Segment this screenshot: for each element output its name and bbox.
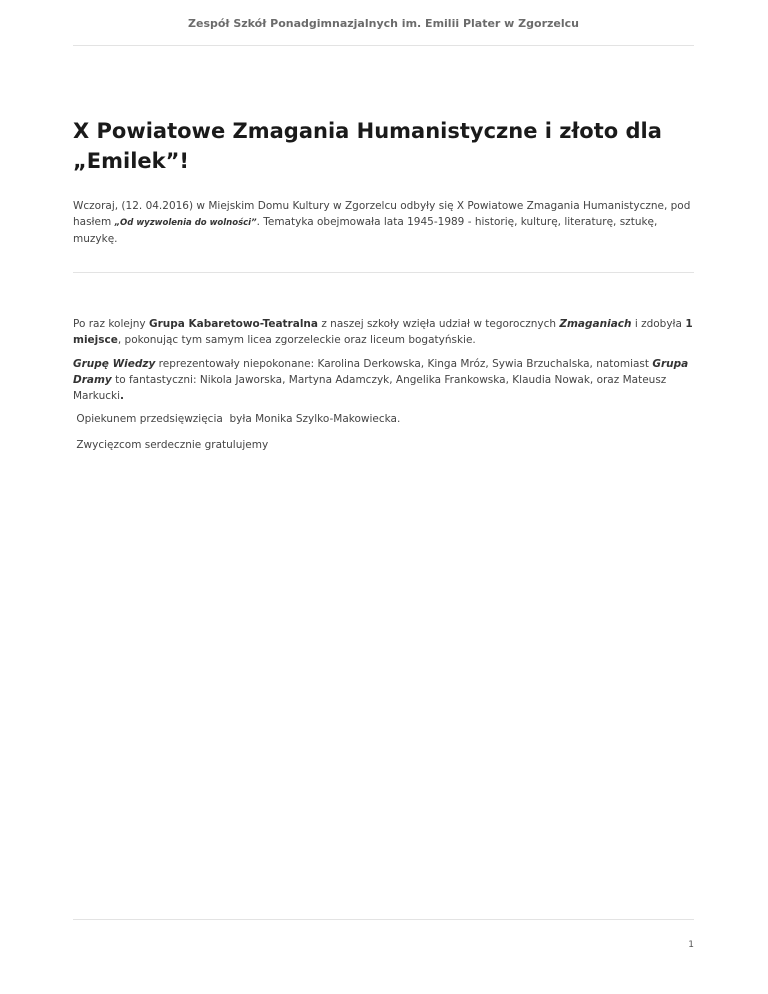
paragraph-group-result — [73, 316, 693, 348]
intro-divider — [73, 272, 694, 273]
paragraph-supervisor: Opiekunem przedsięwzięcia była Monika Szylko-Makowiecka. — [73, 413, 401, 425]
header-divider — [73, 45, 694, 46]
p1-text-1: Po raz kolejny — [73, 318, 149, 330]
p1-text-2: z naszej szkoły wzięła udział w tegorocznych — [317, 318, 560, 330]
paragraph-congratulations: Zwycięzcom serdecznie gratulujemy — [73, 439, 269, 451]
article-title: X Powiatowe Zmagania Humanistyczne i złoto dla „Emilek”! — [73, 119, 662, 173]
group-name: Grupa Kabaretowo-Teatralna — [148, 318, 318, 330]
school-header: Zespół Szkół Ponadgimnazjalnych im. Emilii Plater w Zgorzelcu — [188, 17, 579, 30]
p2-text-3: . — [120, 390, 124, 402]
intro-paragraph — [73, 198, 693, 247]
intro-motto: „Od wyzwolenia do wolności” — [114, 218, 257, 228]
team-drama: Grupa Dramy — [73, 358, 689, 386]
event-name: Zmaganiach — [559, 318, 632, 330]
footer-divider — [73, 919, 694, 920]
p1-text-3: i zdobyła — [631, 318, 686, 330]
p2-text-2: to fantastyczni: Nikola Jaworska, Martyna Adamczyk, Angelika Frankowska, Klaudia Nowak, oraz Mateusz Markucki — [73, 374, 667, 402]
intro-text-2: . Tematyka obejmowała lata 1945-1989 - historię, kulturę, literaturę, sztukę, muzykę. — [73, 216, 658, 245]
p1-text-4: , pokonując tym samym licea zgorzeleckie oraz liceum bogatyńskie. — [117, 334, 476, 346]
paragraph-team-members — [73, 356, 693, 404]
intro-text-1: Wczoraj, (12. 04.2016) w Miejskim Domu Kultury w Zgorzelcu odbyły się X Powiatowe Zmagania Humanistyczne, pod hasłem — [73, 200, 691, 228]
place-result: 1 miejsce — [73, 318, 693, 346]
p2-text-1: reprezentowały niepokonane: Karolina Derkowska, Kinga Mróz, Sywia Brzuchalska, natomiast — [155, 358, 653, 370]
team-knowledge: Grupę Wiedzy — [73, 358, 156, 370]
page-number: 1 — [688, 940, 694, 950]
